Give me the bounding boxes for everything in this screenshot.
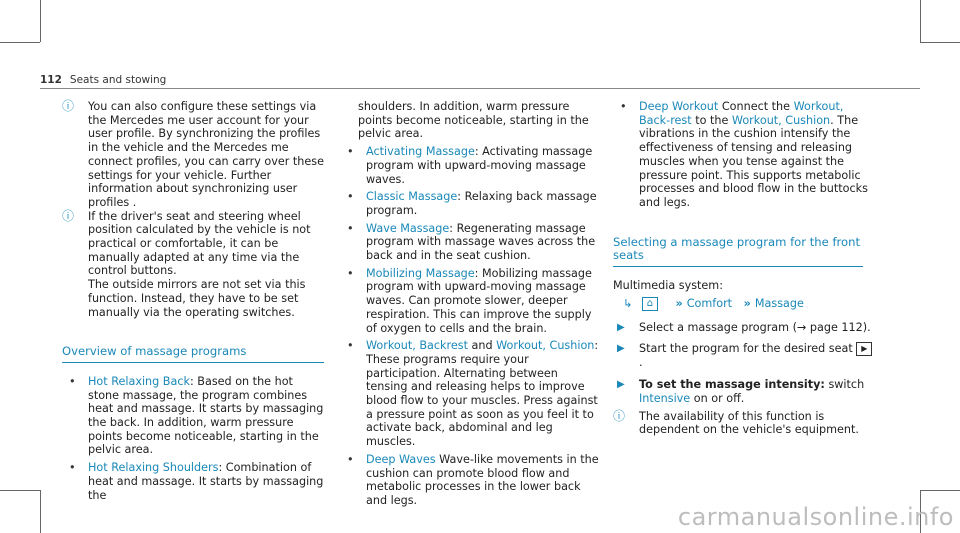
- list-item-text: : Mobilizing massage program with upward-moving massage waves. Can promote slower, deeper respiration. This can improve the supply of oxygen to cells and the brain.: [366, 266, 592, 335]
- bullet-icon: •: [347, 266, 354, 280]
- note: [62, 210, 324, 320]
- nav-comfort[interactable]: Comfort: [686, 296, 733, 310]
- crop-mark: [0, 42, 40, 43]
- bullet-icon: •: [347, 190, 354, 204]
- bullet-icon: •: [69, 374, 76, 388]
- list-item: [340, 267, 602, 336]
- info-icon: ⓘ: [62, 208, 75, 223]
- play-icon[interactable]: ▶: [856, 342, 872, 356]
- step-heading: To set the massage intensity:: [639, 378, 825, 392]
- page-number: 112: [40, 74, 62, 86]
- program-link[interactable]: Workout, Backrest: [366, 339, 468, 353]
- note: [62, 100, 324, 210]
- crop-mark: [920, 42, 960, 43]
- note-text: If the driver's seat and steering wheel position calculated by the vehicle is not practical or comfortable, it can be manually adapted at any time via the control buttons.: [88, 209, 311, 278]
- program-link[interactable]: Classic Massage: [366, 190, 458, 204]
- continued-text: shoulders. In addition, warm pressure points become noticeable, starting in the pelvic area.: [358, 100, 589, 141]
- watermark: carmanualsonline.info: [677, 503, 954, 532]
- step-text: Select a massage program (→ page 112).: [639, 320, 871, 334]
- bullet-icon: •: [347, 145, 354, 159]
- program-link[interactable]: Workout, Back-rest: [639, 100, 844, 127]
- list-item-text: : Relaxing back massage program.: [366, 190, 597, 217]
- program-link[interactable]: Wave Massage: [366, 221, 450, 235]
- column-1: [62, 100, 324, 502]
- list-item: [340, 339, 602, 449]
- list-item: [340, 145, 602, 186]
- list-item-text: Wave-like movements in the cushion can promote blood flow and metabolic processes in the lower back and legs.: [366, 452, 599, 507]
- nav-arrow-icon: ↳: [623, 296, 633, 310]
- list-item: [613, 100, 875, 210]
- list-item: [340, 453, 602, 508]
- page-header: [40, 74, 166, 88]
- list-item: [62, 461, 324, 502]
- note-text: The availability of this function is dependent on the vehicle's equipment.: [639, 409, 859, 437]
- step-text: Start the program for the desired seat: [639, 342, 853, 356]
- program-list: [62, 375, 324, 502]
- crop-mark: [920, 0, 921, 42]
- note: [613, 410, 875, 437]
- crop-mark: [40, 0, 41, 42]
- step-arrow-icon: ▶: [617, 343, 625, 355]
- instruction-step: [613, 342, 875, 370]
- step-text: switch: [824, 378, 865, 392]
- column-3: [613, 100, 875, 437]
- bullet-icon: •: [347, 221, 354, 235]
- chevron-right-icon: »: [743, 296, 751, 310]
- program-link[interactable]: Hot Relaxing Back: [88, 374, 190, 388]
- section-title: Selecting a massage program for the front seats: [613, 236, 863, 267]
- list-item-text: : Combination of heat and massage. It starts by massaging the: [88, 461, 324, 502]
- list-item: [340, 222, 602, 263]
- instruction-step: [613, 378, 875, 405]
- list-item-text: : Regenerating massage program with massage waves across the back and in the seat cushion.: [366, 221, 596, 263]
- instruction-step: [613, 321, 875, 335]
- nav-path: [613, 297, 875, 311]
- program-link[interactable]: Activating Massage: [366, 145, 475, 159]
- program-link[interactable]: Deep Waves: [366, 452, 436, 466]
- bullet-icon: •: [620, 100, 627, 113]
- note-text: You can also configure these settings via the Mercedes me user account for your user profile. By synchronizing the profiles in the vehicle and the Mercedes me connect profiles, you can carry over these settings for your vehicle. Further information about synchronizing user profiles .: [88, 100, 324, 209]
- list-item-text: and: [467, 339, 497, 353]
- list-item-text: Connect the: [718, 100, 794, 113]
- crop-mark: [0, 490, 40, 491]
- header-rule: [40, 88, 920, 89]
- step-arrow-icon: ▶: [617, 379, 625, 391]
- list-item-text: : Activating massage program with upward-moving massage waves.: [366, 145, 593, 186]
- list-item-text: : Based on the hot stone massage, the program combines heat and massage. It starts by massaging the back. In addition, warm pressure points become noticeable, starting in the pelvic area.: [88, 374, 324, 457]
- program-link[interactable]: Workout, Cushion: [496, 339, 595, 353]
- program-link[interactable]: Hot Relaxing Shoulders: [88, 461, 219, 475]
- nav-massage[interactable]: Massage: [754, 296, 804, 310]
- crop-mark: [40, 490, 41, 533]
- bullet-icon: •: [69, 461, 76, 475]
- section-title: Overview of massage programs: [62, 345, 324, 363]
- program-link[interactable]: Workout, Cushion: [731, 113, 831, 127]
- program-link[interactable]: Deep Workout: [639, 100, 719, 113]
- column-2: [340, 100, 602, 508]
- bullet-icon: •: [347, 452, 354, 466]
- nav-prefix: Multimedia system:: [613, 279, 723, 293]
- step-text: .: [639, 356, 643, 370]
- list-item-text: to the: [691, 113, 732, 127]
- list-item-text: : These programs require your participation. Alternating between tensing and releasing helps to improve blood flow to your muscles. Press against a pressure point as soon as you feel it to activate back, abdominal and leg muscles.: [366, 339, 599, 449]
- step-arrow-icon: ▶: [617, 321, 625, 333]
- chevron-right-icon: »: [675, 296, 683, 310]
- list-item-text: . The vibrations in the cushion intensify the effectiveness of tensing and releasing muscles when you tense against the pressure point. This supports metabolic processes and blood flow in the buttocks and legs.: [639, 113, 868, 209]
- intensive-option[interactable]: Intensive: [639, 391, 691, 405]
- info-icon: ⓘ: [613, 408, 626, 423]
- home-icon[interactable]: ⌂: [642, 297, 658, 311]
- program-link[interactable]: Mobilizing Massage: [366, 266, 475, 280]
- info-icon: ⓘ: [62, 99, 75, 113]
- list-item: [62, 375, 324, 457]
- crop-mark: [920, 490, 960, 491]
- note-text: The outside mirrors are not set via this function. Instead, they have to be set manually via the operating switches.: [88, 278, 306, 319]
- bullet-icon: •: [347, 339, 354, 353]
- program-list: [340, 145, 602, 508]
- step-text: on or off.: [690, 391, 745, 405]
- list-item: [340, 190, 602, 217]
- section-name: Seats and stowing: [69, 74, 167, 86]
